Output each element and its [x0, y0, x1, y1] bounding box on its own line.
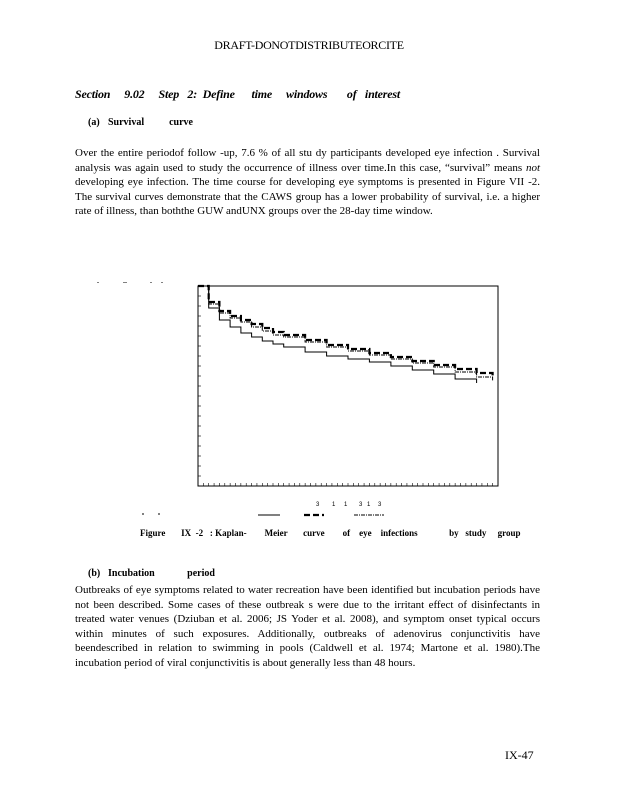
legend	[142, 502, 384, 515]
legend-mark-2: 1	[332, 502, 336, 508]
legend-mark-3: 1	[344, 502, 348, 508]
legend-mark-1: 3	[316, 502, 320, 508]
legend-mark-6: 3	[378, 502, 382, 508]
draft-header: DRAFT-DONOTDISTRIBUTEORCITE	[214, 38, 404, 52]
figure-caption: Figure IX -2 : Kaplan- Meier curve of eye infections by study group	[140, 528, 521, 538]
series-line-solid	[198, 286, 477, 383]
paragraph-incubation: Outbreaks of eye symptoms related to water recreation have been identified but incubation periods have not been described. Some cases of these outbreak s were due to the irritant effect of disinfectants in treated water venues (Dziuban et al. 2006; JS Yoder et al. 2008), and symptom onset typical occurs within minutes of such exposures. Additionally, outbreaks of adenovirus conjunctivitis have beendescribed in relation to swimming in pools (Caldwell et al. 1974; Martone et al. 1980).The incubation period of viral conjunctivitis is about generally less than 48 hours.	[75, 584, 540, 669]
paragraph-survival-text-1: Over the entire periodof follow -up, 7.6 % of all stu dy participants developed eye infection . Survival analysis was again used to study the occurrence of illness over time.In this case, “survival” means	[75, 147, 540, 174]
chart-top-marks	[98, 282, 162, 283]
kaplan-meier-chart	[88, 282, 528, 522]
subsection-b-title: Incubation period	[108, 568, 215, 579]
series-line-dashed	[198, 286, 493, 378]
paragraph-survival-text-2: developing eye infection. The time course for developing eye symptoms is presented in Figure VII -2. The survival curves demonstrate that the CAWS group has a lower probability of survival, i.e. a higher rate of illness, than boththe GUW andUNX groups over the 28-day time window.	[75, 176, 540, 218]
subsection-b-label: (b)	[88, 568, 101, 579]
page-number: IX-47	[505, 748, 534, 762]
plot-frame	[198, 286, 498, 486]
y-axis-ticks	[198, 286, 201, 486]
subsection-a-title: Survival curve	[108, 117, 193, 128]
paragraph-survival	[75, 146, 540, 219]
legend-mark-4: 3	[359, 502, 363, 508]
survival-series	[198, 286, 493, 383]
paragraph-survival-emphasis: not	[525, 161, 540, 174]
subsection-a-label: (a)	[88, 117, 100, 128]
legend-mark-5: 1	[367, 502, 371, 508]
section-title: Section 9.02 Step 2: Define time windows of interest	[75, 87, 400, 101]
